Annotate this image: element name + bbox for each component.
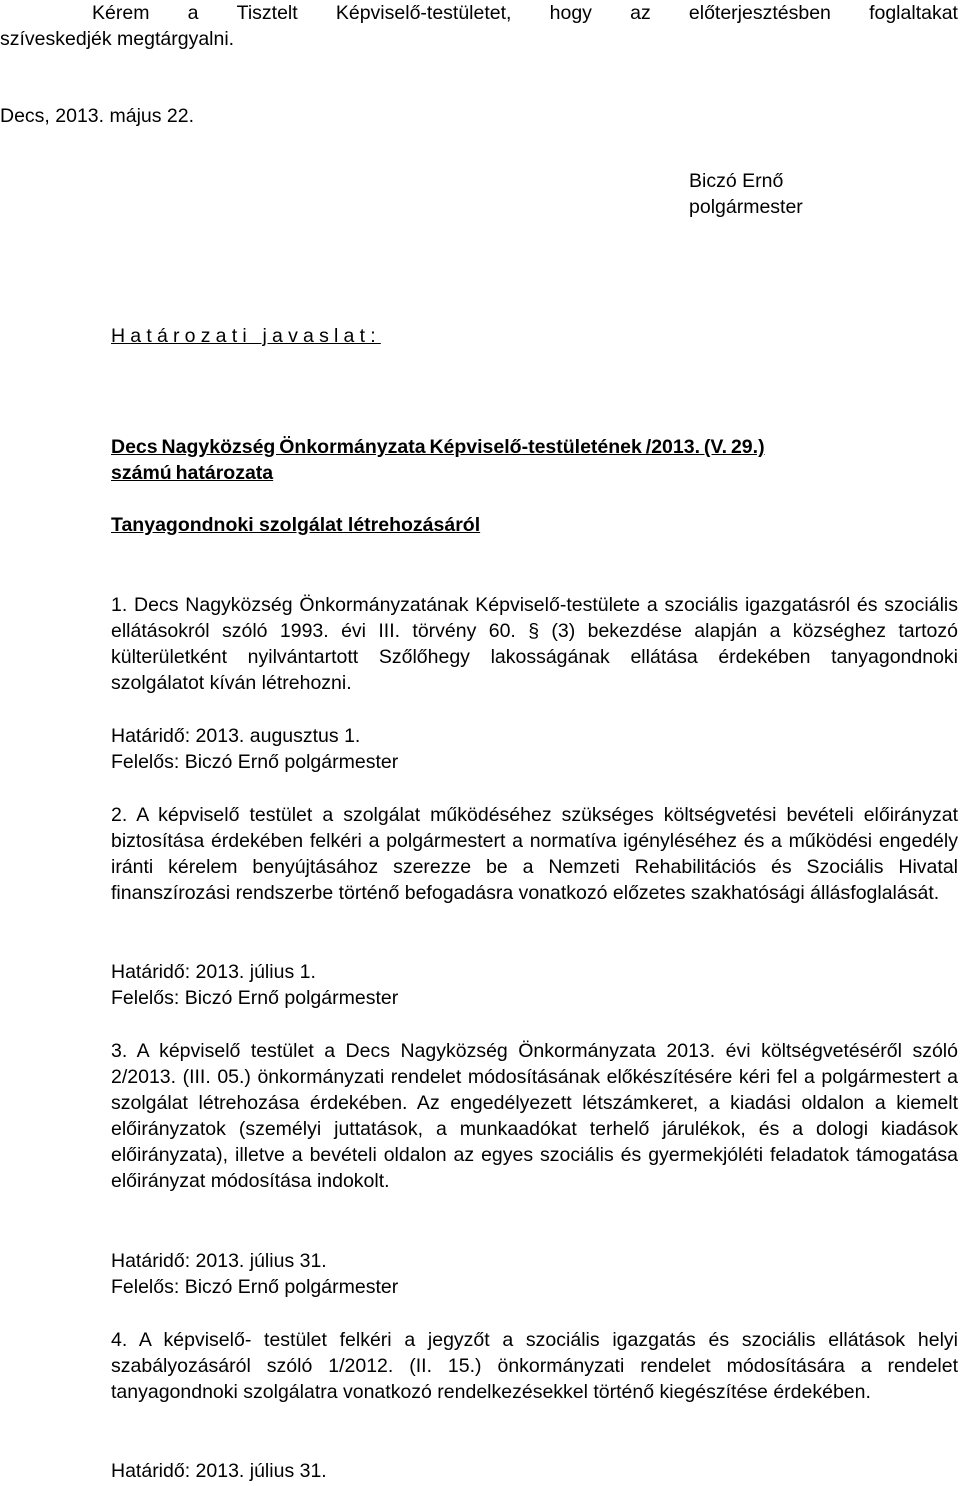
item-2-text: 2. A képviselő testület a szolgálat működéséhez szükséges költségvetési bevételi előirányzat biztosítása érdekében felkéri a polgármestert a normatíva igényléséhez és a működési engedély iránti kérelem benyújtásához szerezze be a Nemzeti Rehabilitációs és Szociális Hivatal finanszírozási rendszerbe történő befogadásra vonatkozó előzetes szakhatósági állásfoglalását. [111,804,958,904]
item-1-responsible: Felelős: Biczó Ernő polgármester [111,751,399,773]
resolution-title-line-1: Decs Nagyközség Önkormányzata Képviselő-testületének /2013. (V. 29.) [111,436,765,458]
intro-line-1 [92,0,958,26]
intro-word: foglaltakat [869,2,958,24]
intro-word: a [187,2,199,24]
date-line: Decs, 2013. május 22. [0,105,195,127]
item-1-text: 1. Decs Nagyközség Önkormányzatának Képviselő-testülete a szociális igazgatásról és szociális ellátásokról szóló 1993. évi III. törvény 60. § (3) bekezdése alapján a községhez tartozó külterületként nyilvántartott Szőlőhegy lakosságának ellátása érdekében tanyagondnoki szolgálatot kíván létrehozni. [111,594,958,694]
signature-name: Biczó Ernő [689,170,784,192]
intro-word: előterjesztésben [688,2,831,24]
signature-block [689,168,803,220]
intro-word: az [630,2,651,24]
resolution-title-line-2: számú határozata [111,462,274,484]
intro-word: Képviselő-testületet, [335,2,512,24]
intro-word: Kérem [92,2,150,24]
intro-word: Tisztelt [236,2,298,24]
item-1-deadline: Határidő: 2013. augusztus 1. [111,725,361,747]
item-3-deadline: Határidő: 2013. július 31. [111,1250,327,1272]
resolution-title [111,434,765,486]
item-2-deadline: Határidő: 2013. július 1. [111,961,316,983]
item-3-responsible: Felelős: Biczó Ernő polgármester [111,1276,399,1298]
resolution-subject: Tanyagondnoki szolgálat létrehozásáról [111,514,481,536]
proposal-heading: Határozati javaslat: [111,325,381,347]
item-3-text: 3. A képviselő testület a Decs Nagyközség Önkormányzata 2013. évi költségvetéséről szóló 2/2013. (III. 05.) önkormányzati rendelet módosításának előkészítésére kéri fel a polgármestert a szolgálat létrehozása érdekében. Az engedélyezett létszámkeret, a kiadási oldalon a kiemelt előirányzatok (személyi juttatások, a munkaadókat terhelő járulékok, és a dologi kiadások előirányzata), illetve a bevételi oldalon az egyes szociális és gyermekjóléti feladatok támogatása előirányzat módosítása indokolt. [111,1040,958,1192]
signature-title: polgármester [689,196,803,218]
item-4-deadline: Határidő: 2013. július 31. [111,1460,327,1482]
item-4-text: 4. A képviselő- testület felkéri a jegyzőt a szociális igazgatás és szociális ellátások helyi szabályozásáról szóló 1/2012. (II. 15.) önkormányzati rendelet módosítására a rendelet tanyagondnoki szolgálatra vonatkozó rendelkezésekkel történő kiegészítése érdekében. [111,1329,958,1403]
item-2-responsible: Felelős: Biczó Ernő polgármester [111,987,399,1009]
intro-line-2: szíveskedjék megtárgyalni. [0,28,235,50]
intro-word: hogy [549,2,592,24]
